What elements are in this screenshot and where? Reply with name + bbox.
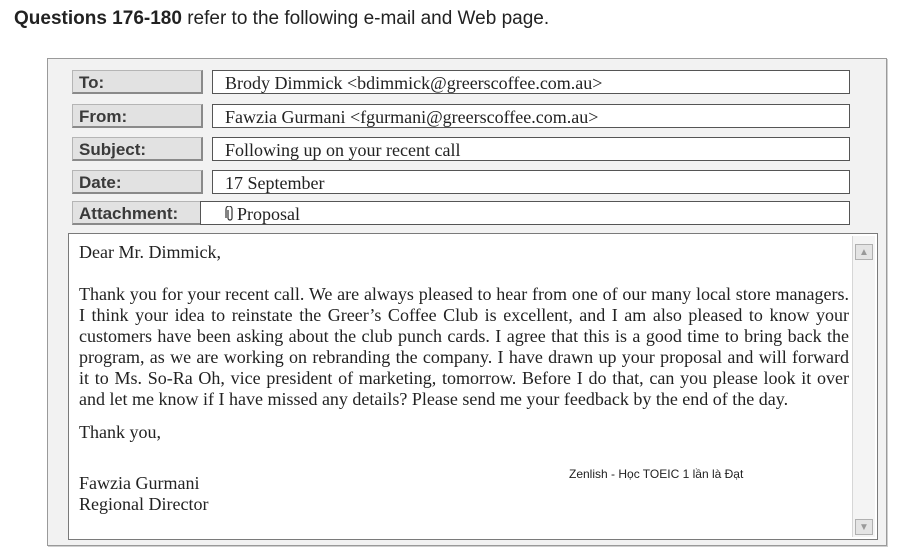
scroll-down-icon[interactable]: ▼ [855,519,873,535]
closing: Thank you, [79,422,161,442]
body-paragraph: Thank you for your recent call. We are always pleased to hear from one of our many local store managers. I think your idea to reinstate the Greer’s Coffee Club is excellent, and I am also pleased to know your customers have been asking about the club punch cards. I agree that this is a good time to bring back the program, as we are working on rebranding the company. I have drawn up your proposal and will forward it to Ms. So-Ra Oh, vice president of marketing, tomorrow. Before I do that, can you please look it over and let me know if I have missed any details? Please send me your feedback by the end of the day. [79,284,849,409]
subject-label: Subject: [72,137,203,161]
from-label: From: [72,104,203,128]
attachment-name[interactable]: Proposal [237,204,300,224]
date-label: Date: [72,170,203,194]
signature-title: Regional Director [79,494,209,514]
attachment-field[interactable] [200,201,850,225]
question-heading [14,8,549,30]
from-field[interactable]: Fawzia Gurmani <fgurmani@greerscoffee.com.au> [212,104,850,128]
paperclip-icon [225,203,235,227]
scroll-up-icon[interactable]: ▲ [855,244,873,260]
question-instruction: refer to the following e-mail and Web page. [181,8,550,29]
attachment-label: Attachment: [72,201,203,225]
question-number: Questions 176-180 [14,8,182,29]
watermark-text: Zenlish - Học TOEIC 1 lần là Đạt [569,467,744,481]
email-window [47,58,887,546]
signature-name: Fawzia Gurmani [79,473,200,493]
to-field[interactable]: Brody Dimmick <bdimmick@greerscoffee.com.au> [212,70,850,94]
date-field[interactable]: 17 September [212,170,850,194]
greeting: Dear Mr. Dimmick, [79,242,221,262]
email-body [68,233,878,540]
vertical-scrollbar[interactable] [852,236,875,537]
subject-field[interactable]: Following up on your recent call [212,137,850,161]
to-label: To: [72,70,203,94]
